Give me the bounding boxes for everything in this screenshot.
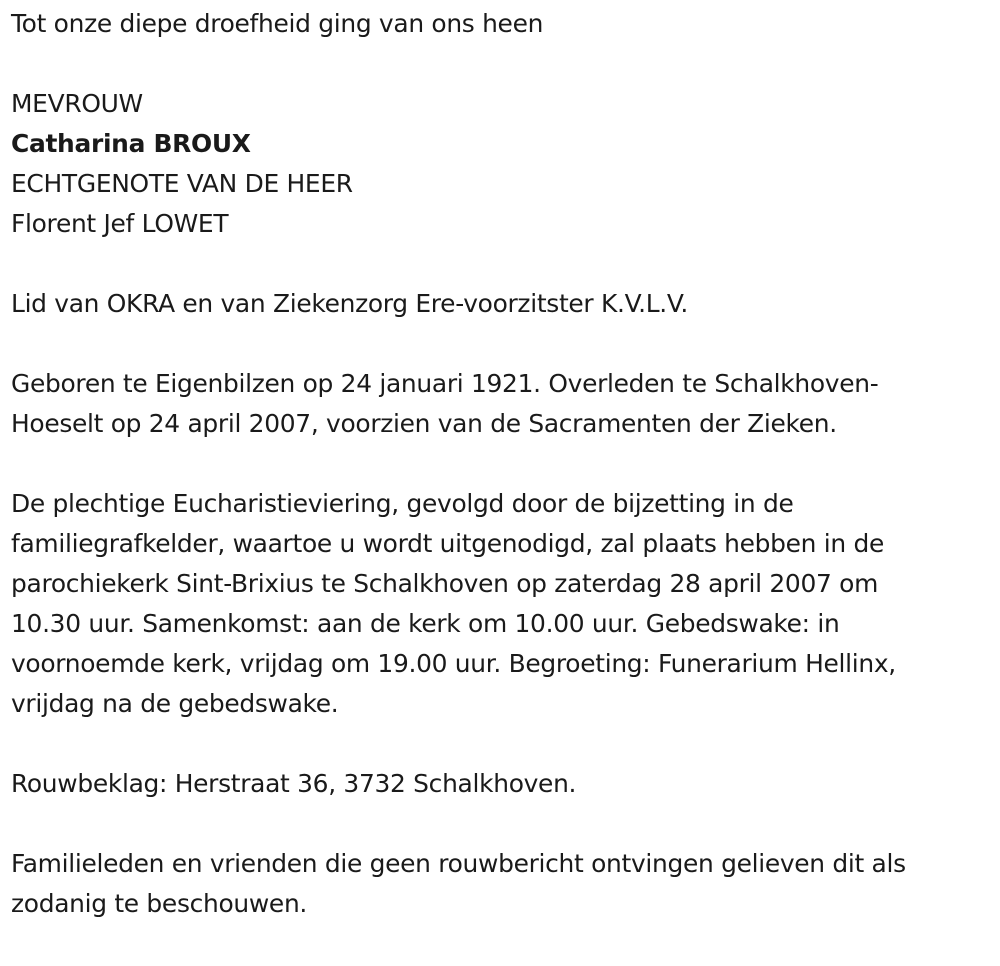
spacer (11, 804, 988, 844)
paragraph-line: Geboren te Eigenbilzen op 24 januari 1921. Overleden te Schalkhoven- (11, 369, 879, 398)
paragraph-line: parochiekerk Sint-Brixius te Schalkhoven op zaterdag 28 april 2007 om (11, 569, 879, 598)
membership-text: Lid van OKRA en van Ziekenzorg Ere-voorzitster K.V.L.V. (11, 289, 689, 318)
spacer (11, 244, 988, 284)
paragraph-line: familiegrafkelder, waartoe u wordt uitgenodigd, zal plaats hebben in de (11, 529, 884, 558)
spacer (11, 44, 988, 84)
spacer (11, 724, 988, 764)
paragraph-line: Familieleden en vrienden die geen rouwbericht ontvingen gelieven dit als (11, 849, 906, 878)
birth-death-paragraph (11, 364, 988, 444)
spacer (11, 324, 988, 364)
paragraph-line: 10.30 uur. Samenkomst: aan de kerk om 10.00 uur. Gebedswake: in (11, 609, 840, 638)
spacer (11, 444, 988, 484)
deceased-name: Catharina BROUX (11, 129, 251, 158)
paragraph-line: voornoemde kerk, vrijdag om 19.00 uur. Begroeting: Funerarium Hellinx, (11, 649, 896, 678)
title-text: MEVROUW (11, 89, 143, 118)
paragraph-line: zodanig te beschouwen. (11, 889, 308, 918)
paragraph-line: Hoeselt op 24 april 2007, voorzien van de Sacramenten der Zieken. (11, 409, 837, 438)
condolence-address: Rouwbeklag: Herstraat 36, 3732 Schalkhoven. (11, 769, 577, 798)
paragraph-line: De plechtige Eucharistieviering, gevolgd door de bijzetting in de (11, 489, 794, 518)
paragraph-line: vrijdag na de gebedswake. (11, 689, 339, 718)
intro-text: Tot onze diepe droefheid ging van ons heen (11, 9, 544, 38)
closing-paragraph (11, 844, 988, 924)
ceremony-paragraph (11, 484, 988, 724)
spouse-name: Florent Jef LOWET (11, 209, 229, 238)
relation-text: ECHTGENOTE VAN DE HEER (11, 169, 353, 198)
